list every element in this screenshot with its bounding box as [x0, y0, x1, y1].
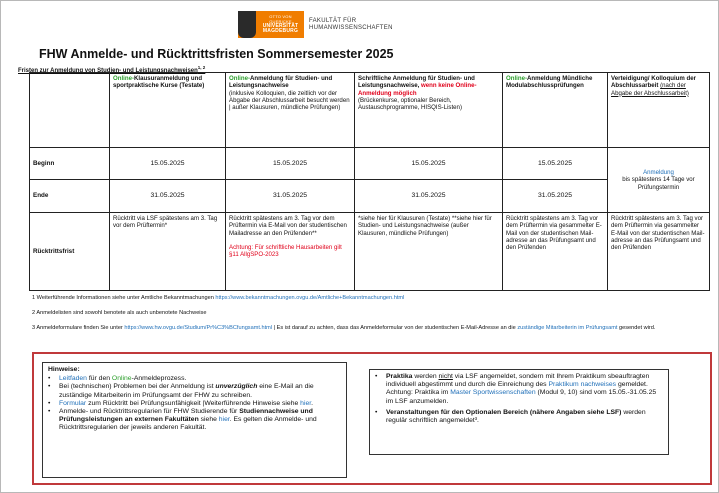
row-label-end: Ende: [30, 180, 110, 213]
table-row-begin: [30, 148, 710, 180]
footnote-3: 3 Anmeldeformulare finden Sie unter https://www.hw.ovgu.de/Studium/Pr%C3%BCfungsamt.html | Es ist darauf zu achten, dass das Anmeldeformular von der studentischen E-Mail-Adresse an die zuständige Mitarbeiterin im Prüfungsamt gesendet wird.: [32, 325, 656, 331]
logo-small-line: OTTO VON GUERICKE: [269, 14, 292, 24]
withdrawal-oral: Rücktritt spätestens am 3. Tag vor dem Prüftermin via gesammelter E-Mail von der studentischen Mail-adresse an das Prüfungsamt und den Prüfenden: [503, 213, 608, 291]
further-info-link[interactable]: hier: [300, 399, 312, 407]
footnote-1-link[interactable]: https://www.bekanntmachungen.ovgu.de/Amtliche+Bekanntmachungen.html: [215, 295, 405, 301]
header-written-registration: Schriftliche Anmeldung für Studien- und Leistungsnachweise, wenn keine Online-Anmeldung möglich (Brückenkurse, optionaler Bereich, Austauschprogramme, HISQIS-Listen): [355, 73, 503, 148]
faculty-name: FAKULTÄT FÜR HUMANWISSENSCHAFTEN: [309, 17, 393, 31]
begin-date-oral: 15.05.2025: [503, 148, 608, 180]
notes-list-left: [48, 375, 341, 432]
end-date-exam: 31.05.2025: [110, 180, 226, 213]
list-item: • Veranstaltungen für den Optionalen Bereich (nähere Angaben siehe LSF) werden regulär schriftlich angemeldet³.: [375, 409, 663, 425]
thesis-registration-cell: Anmeldung bis spätestens 14 Tage vor Prüfungstermin: [608, 148, 710, 213]
row-label-withdrawal: Rücktrittsfrist: [30, 213, 110, 291]
withdrawal-form-link[interactable]: Formular: [59, 399, 87, 407]
logo-univ: UNIVERSITÄT: [262, 23, 299, 29]
university-logo: [238, 11, 393, 38]
end-date-written: 31.05.2025: [355, 180, 503, 213]
notes-title: Hinweise:: [48, 366, 80, 373]
guide-link[interactable]: Leitfaden: [59, 375, 87, 383]
exam-office-staff-link[interactable]: zuständige Mitarbeiterin im Prüfungsamt: [517, 325, 618, 331]
header-empty-cell: [30, 73, 110, 148]
header-exam-registration: Online-Klausuranmeldung und sportpraktische Kurse (Testate): [110, 73, 226, 148]
list-item: • Bei (technischen) Problemen bei der Anmeldung ist unverzüglich eine E-Mail an die zuständige Mitarbeiterin im Prüfungsamt der FHW zu schreiben.: [48, 383, 341, 399]
list-item: • Leitfaden für den Online-Anmeldeprozess.: [48, 375, 341, 383]
deadlines-table: [29, 72, 710, 291]
footnotes: [32, 295, 712, 340]
begin-date-written: 15.05.2025: [355, 148, 503, 180]
header-thesis-defense: Verteidigung/ Kolloquium der Abschlussarbeit (nach der Abgabe der Abschlussarbeit): [608, 73, 710, 148]
footnote-1: 1 Weiterführende Informationen siehe unter Amtliche Bekanntmachungen https://www.bekanntmachungen.ovgu.de/Amtliche+Bekanntmachungen.html: [32, 295, 405, 301]
table-caption: Fristen zur Anmeldung von Studien- und Leistungsnachweisen$^{1, 2}$: [18, 65, 206, 74]
logo-city: MAGDEBURG: [262, 28, 299, 34]
begin-date-coursework: 15.05.2025: [226, 148, 355, 180]
page-title: FHW Anmelde- und Rücktrittsfristen Sommersemester 2025: [39, 47, 394, 61]
list-item: • Anmelde- und Rücktrittsregularien für FHW Studierende für Studiennachweise und Prüfungsleistungen an externen Fakultäten siehe hier. Es gelten die Anmelde- und Rücktrittsregularien der jeweils anderen Fakultät.: [48, 408, 341, 433]
end-date-oral: 31.05.2025: [503, 180, 608, 213]
withdrawal-exam: Rücktritt via LSF spätestens am 3. Tag vor dem Prüftermin*: [110, 213, 226, 291]
notes-panel: [32, 352, 712, 485]
footnote-2: 2 Anmeldelisten sind sowohl benotete als auch unbenotete Nachweise: [32, 310, 207, 316]
row-label-begin: Beginn: [30, 148, 110, 180]
footnote-3-link[interactable]: https://www.hw.ovgu.de/Studium/Pr%C3%BCfungsamt.html: [124, 325, 273, 331]
header-oral-exam-registration: Online-Anmeldung Mündliche Modulabschlussprüfungen: [503, 73, 608, 148]
master-sports-link[interactable]: Master Sportwissenschaften: [450, 389, 536, 397]
notes-left-box: [42, 362, 347, 478]
external-faculty-link[interactable]: hier: [218, 416, 230, 424]
end-date-coursework: 31.05.2025: [226, 180, 355, 213]
withdrawal-written: *siehe hier für Klausuren (Testate) **siehe hier für Studien- und Leistungsnachweise (außer Klausuren, mündliche Prüfungen): [355, 213, 503, 291]
withdrawal-coursework: Rücktritt spätestens am 3. Tag vor dem Prüftermin via E-Mail von der studentischen Mailadresse an den Prüfenden** Achtung: Für schriftliche Hausarbeiten gilt §11 AllgSPO-2023: [226, 213, 355, 291]
table-header-row: [30, 73, 710, 148]
withdrawal-thesis: Rücktritt spätestens am 3. Tag vor dem Prüftermin via gesammelter E-Mail von der studentischen Mail-adresse an das Prüfungsamt und den Prüfenden: [608, 213, 710, 291]
internship-proof-link[interactable]: Praktikum nachweises: [548, 381, 617, 389]
table-row-withdrawal: [30, 213, 710, 291]
thesis-registration-link[interactable]: Anmeldung: [643, 169, 674, 177]
begin-date-exam: 15.05.2025: [110, 148, 226, 180]
logo-mark: [238, 11, 304, 38]
notes-right-box: [369, 369, 669, 455]
notes-list-right: [375, 373, 663, 425]
list-item: • Formular zum Rücktritt bei Prüfungsunfähigkeit |Weiterführende Hinweise siehe hier.: [48, 400, 341, 408]
list-item: • Praktika werden nicht via LSF angemeldet, sondern mit Ihrem Praktikum sbeauftragten individuell abgestimmt und durch die Einreichung des Praktikum nachweises gemeldet. Achtung: Praktika im Master Sportwissenschaften (Modul 9, 10) sind vom 15.05.-31.05.25 im LSF anzumelden.: [375, 373, 663, 406]
header-coursework-registration: Online-Anmeldung für Studien- und Leistungsnachweise (inklusive Kolloquien, die zeitlich vor der Abgabe der Abschlussarbeit besucht werden | außer Klausuren, mündliche Prüfungen): [226, 73, 355, 148]
portrait-icon: [238, 11, 256, 38]
